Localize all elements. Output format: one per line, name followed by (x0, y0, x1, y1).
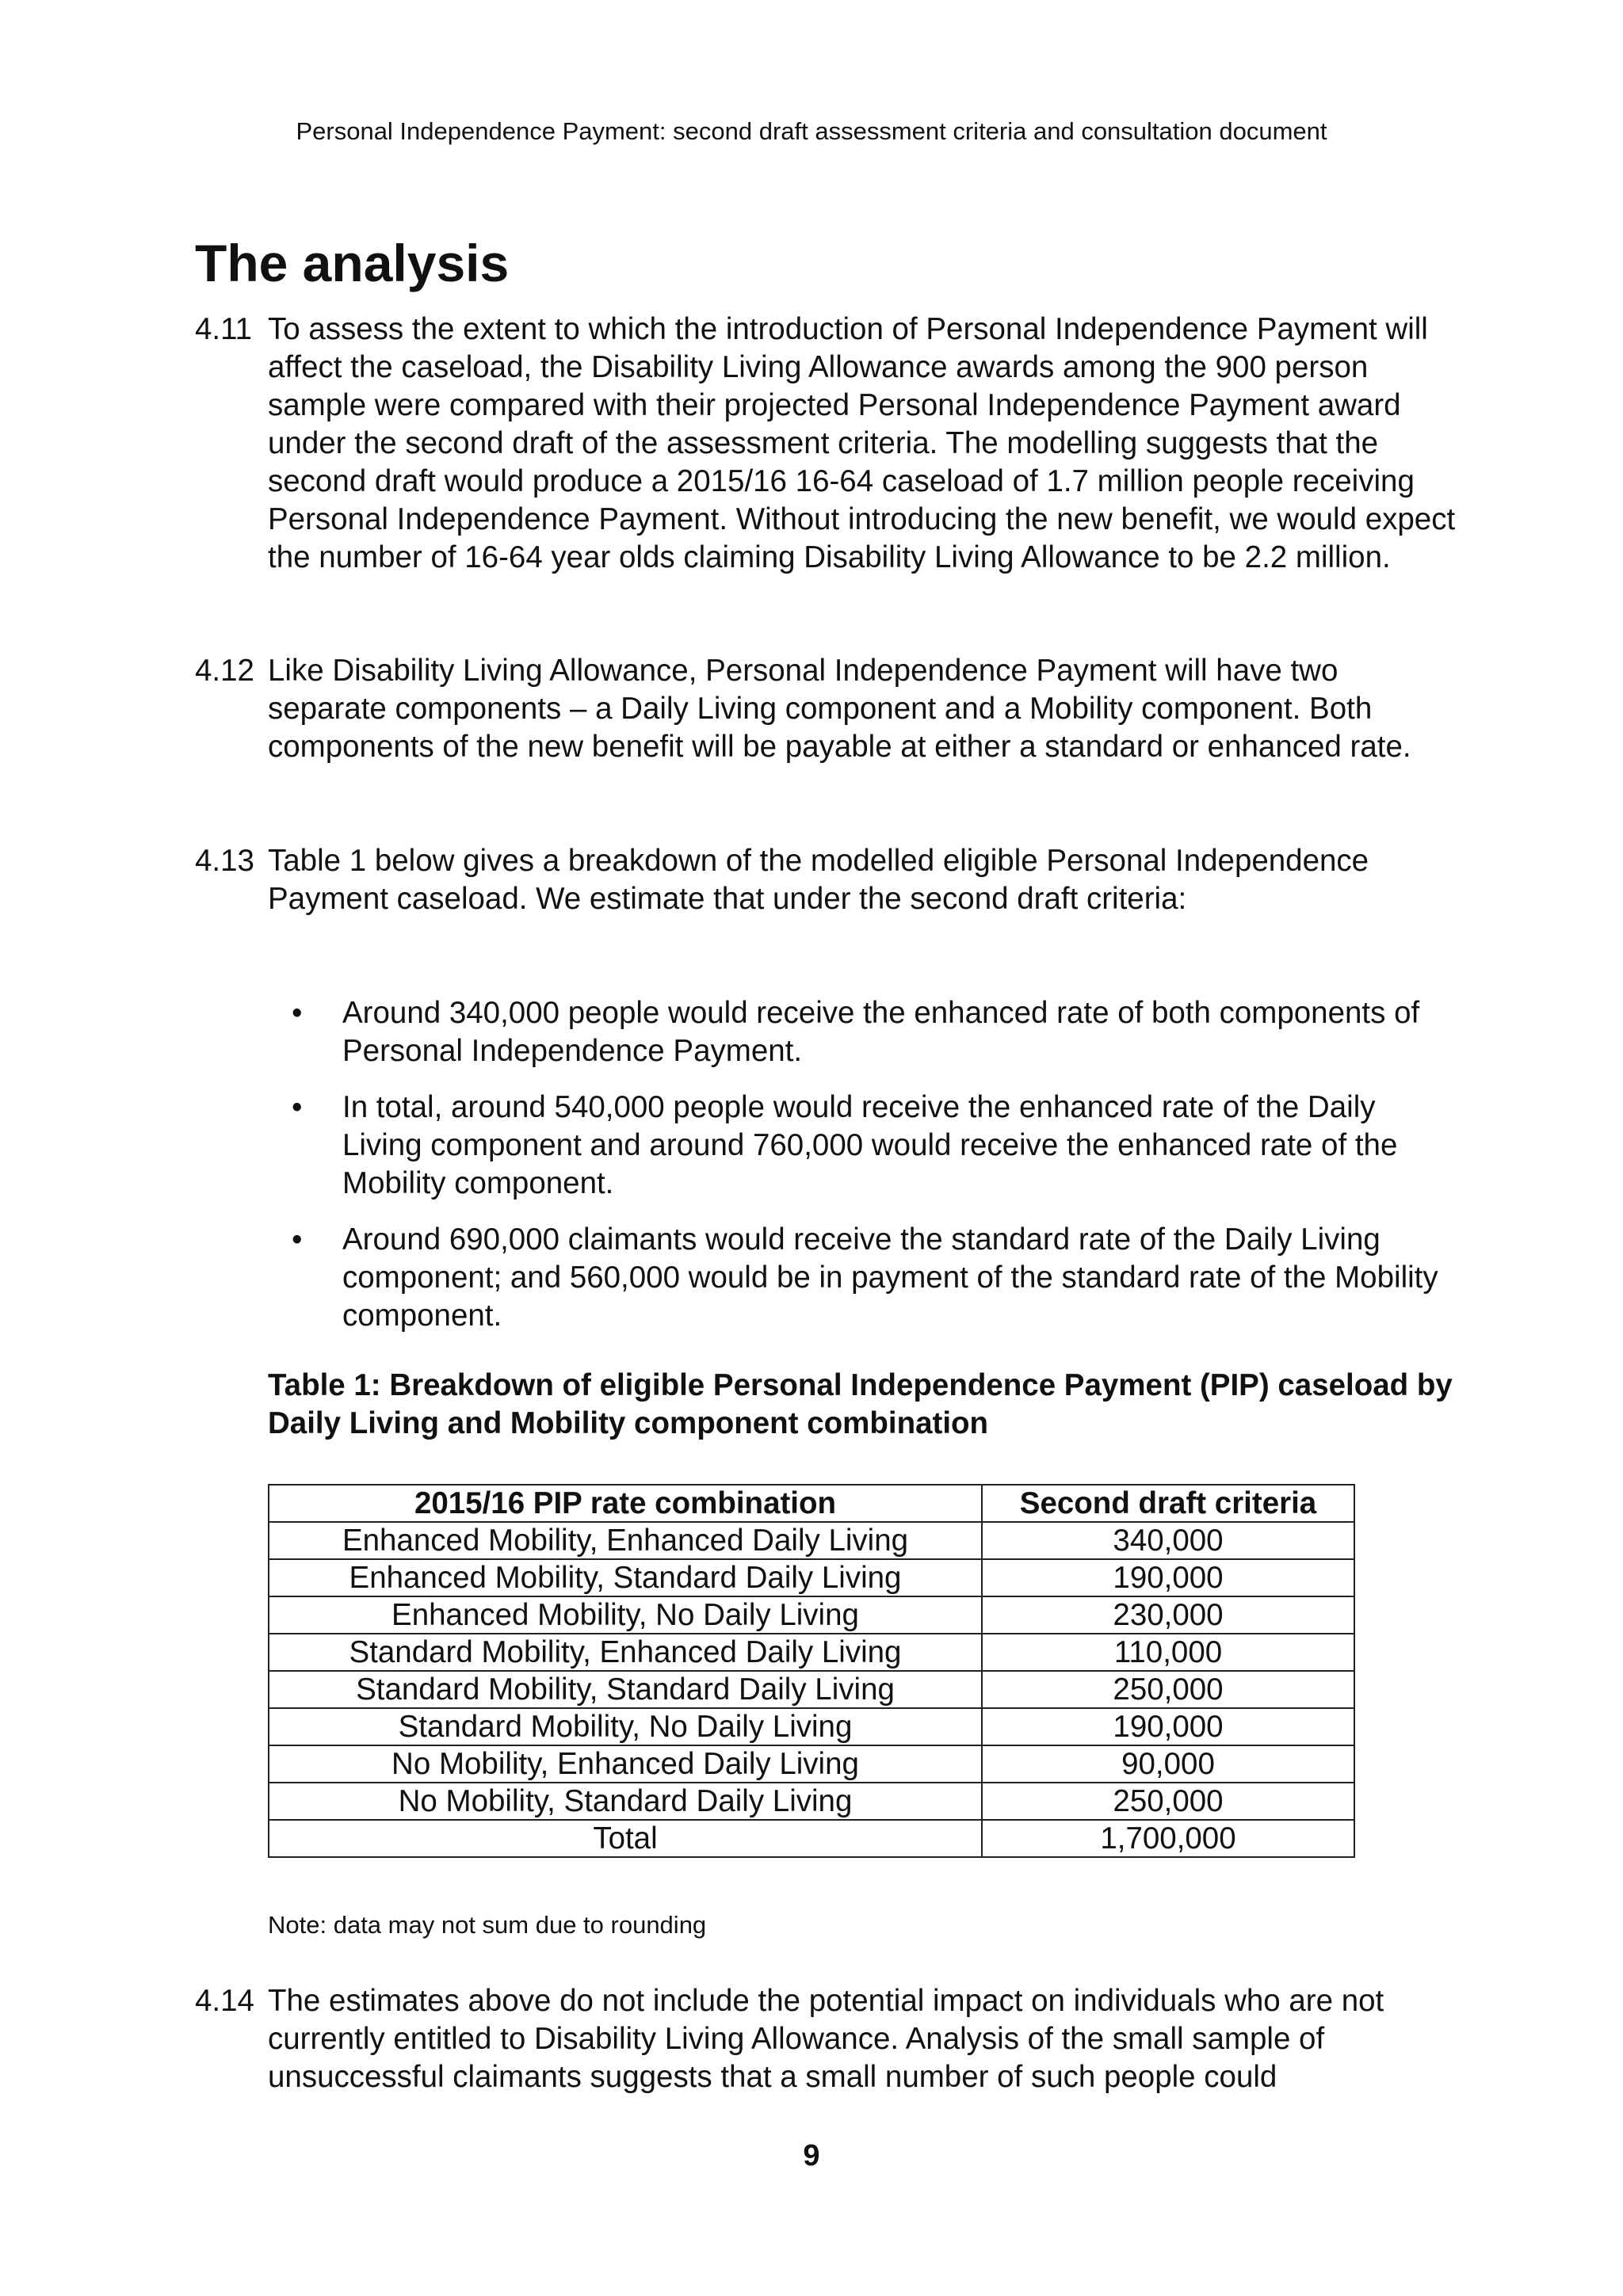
rate-combination-cell: Enhanced Mobility, Standard Daily Living (269, 1559, 982, 1596)
table-total-row (269, 1820, 1354, 1857)
table-caption: Table 1: Breakdown of eligible Personal Independence Payment (PIP) caseload by Daily Living and Mobility component combination (268, 1368, 1453, 1440)
caseload-cell: 110,000 (982, 1634, 1354, 1671)
caseload-cell: 340,000 (982, 1522, 1354, 1559)
caseload-cell: 230,000 (982, 1596, 1354, 1634)
list-item (268, 1221, 1457, 1335)
column-header-second-draft: Second draft criteria (982, 1485, 1354, 1522)
caseload-cell: 250,000 (982, 1671, 1354, 1708)
paragraph-text: To assess the extent to which the introduction of Personal Independence Payment will affect the caseload, the Disability Living Allowance awards among the 900 person sample were compared with their projected Personal Independence Payment award under the second draft of the assessment criteria. The modelling suggests that the second draft would produce a 2015/16 16-64 caseload of 1.7 million people receiving Personal Independence Payment. Without introducing the new benefit, we would expect the number of 16-64 year olds claiming Disability Living Allowance to be 2.2 million. (268, 312, 1456, 574)
table-row (269, 1634, 1354, 1671)
paragraph-number: 4.12 (195, 654, 254, 688)
paragraph-number: 4.13 (195, 844, 254, 878)
paragraph-4-11 (195, 311, 1463, 577)
paragraph-4-14 (195, 1982, 1463, 2096)
caseload-table (268, 1484, 1355, 1858)
section-title: The analysis (195, 234, 510, 292)
table-row (269, 1559, 1354, 1596)
rate-combination-cell: Standard Mobility, No Daily Living (269, 1708, 982, 1745)
list-item (268, 994, 1457, 1070)
rate-combination-cell: Standard Mobility, Enhanced Daily Living (269, 1634, 982, 1671)
bullet-text: In total, around 540,000 people would receive the enhanced rate of the Daily Living component and around 760,000 would receive the enhanced rate of the Mobility component. (342, 1090, 1398, 1200)
paragraph-number: 4.14 (195, 1984, 254, 2018)
running-header: Personal Independence Payment: second draft assessment criteria and consultation document (296, 117, 1327, 145)
paragraph-number: 4.11 (195, 312, 253, 346)
caseload-cell: 90,000 (982, 1745, 1354, 1783)
rate-combination-cell: Enhanced Mobility, No Daily Living (269, 1596, 982, 1634)
table-header-row (269, 1485, 1354, 1522)
page-number: 9 (803, 2139, 820, 2172)
paragraph-text: Like Disability Living Allowance, Personal Independence Payment will have two separate components – a Daily Living component and a Mobility component. Both components of the new benefit will be payable at either a standard or enhanced rate. (268, 654, 1411, 764)
table-row (269, 1783, 1354, 1820)
total-value-cell: 1,700,000 (982, 1820, 1354, 1857)
bullet-icon: • (292, 1222, 303, 1257)
caseload-cell: 190,000 (982, 1708, 1354, 1745)
rate-combination-cell: Enhanced Mobility, Enhanced Daily Living (269, 1522, 982, 1559)
bullet-text: Around 340,000 people would receive the enhanced rate of both components of Personal Independence Payment. (342, 996, 1420, 1068)
paragraph-text: The estimates above do not include the potential impact on individuals who are not currently entitled to Disability Living Allowance. Analysis of the small sample of unsuccessful claimants suggests that a small number of such people could (268, 1984, 1384, 2094)
paragraph-4-13 (195, 842, 1463, 918)
bullet-text: Around 690,000 claimants would receive the standard rate of the Daily Living component; and 560,000 would be in payment of the standard rate of the Mobility component. (342, 1222, 1438, 1333)
table-row (269, 1596, 1354, 1634)
bullet-icon: • (292, 996, 303, 1030)
table-row (269, 1708, 1354, 1745)
rate-combination-cell: No Mobility, Standard Daily Living (269, 1783, 982, 1820)
bullet-icon: • (292, 1090, 303, 1124)
rate-combination-cell: No Mobility, Enhanced Daily Living (269, 1745, 982, 1783)
table-note: Note: data may not sum due to rounding (268, 1911, 707, 1939)
paragraph-text: Table 1 below gives a breakdown of the modelled eligible Personal Independence Payment caseload. We estimate that under the second draft criteria: (268, 844, 1369, 916)
caseload-cell: 190,000 (982, 1559, 1354, 1596)
table-row (269, 1745, 1354, 1783)
total-label-cell: Total (269, 1820, 982, 1857)
column-header-rate-combination: 2015/16 PIP rate combination (269, 1485, 982, 1522)
paragraph-4-12 (195, 652, 1463, 766)
caseload-cell: 250,000 (982, 1783, 1354, 1820)
bullet-list (268, 994, 1457, 1353)
table-row (269, 1671, 1354, 1708)
table-row (269, 1522, 1354, 1559)
list-item (268, 1089, 1457, 1203)
rate-combination-cell: Standard Mobility, Standard Daily Living (269, 1671, 982, 1708)
